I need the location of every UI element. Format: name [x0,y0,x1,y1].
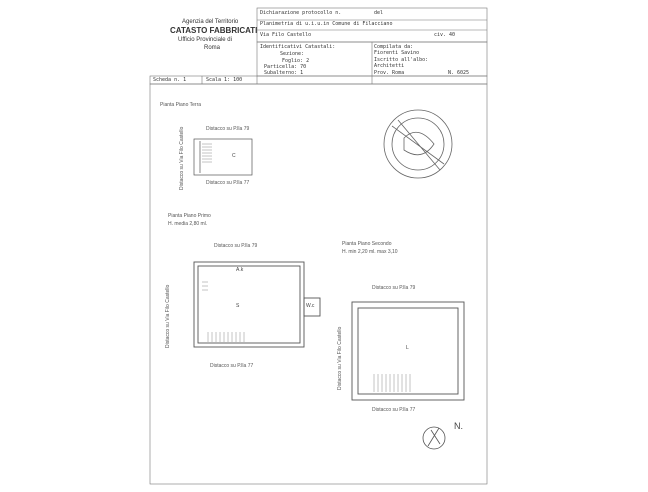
subalterno: Subalterno: 1 [264,70,304,76]
sezione: Sezione: [280,51,305,57]
north-arrow-icon [423,427,445,449]
north-label: N. [454,421,463,431]
civic-number: civ. 40 [434,32,456,38]
first-floor-title: Pianta Piano Primo [168,213,211,219]
address-line: Via Filo Castello [260,32,312,38]
architects-stamp [384,110,452,178]
compiled-title: Compilata da: [374,44,414,50]
province: Prov. Roma [374,70,405,76]
second-floor-height: H. min 2,20 ml. max 3,10 [342,249,398,255]
register-number: N. 6025 [448,70,470,76]
ident-title: Identificativi Catastali: [260,44,336,50]
planimetry-line: Planimetria di u.i.u.in Comune di Filacciano [260,21,393,27]
profession: Architetti [374,63,405,69]
ground-floor-bottom-distance: Distacco su P.lla 77 [206,180,250,186]
first-floor-side-distance: Distacco su Via Filo Castello [165,284,171,348]
office-line: Ufficio Provinciale di [178,37,232,43]
ground-floor-side-distance: Distacco su Via Filo Castello [179,126,185,190]
second-floor-bottom-distance: Distacco su P.lla 77 [372,407,416,413]
second-floor-top-distance: Distacco su P.lla 79 [372,285,416,291]
first-floor-bottom-distance: Distacco su P.lla 77 [210,363,254,369]
first-floor-height: H. media 2,80 ml. [168,221,208,227]
cadastral-sheet [142,6,504,488]
second-floor-plan [352,302,464,400]
sheet-drawing [142,6,504,488]
first-floor-room-wc: W.c [306,303,315,309]
registered-label: Iscritto all'albo: [374,57,429,63]
scale: Scala 1: 100 [206,77,243,83]
first-floor-plan [194,262,304,347]
second-floor-side-distance: Distacco su Via Filo Castello [337,326,343,390]
first-floor-top-distance: Distacco su P.lla 79 [214,243,258,249]
ground-floor-room [194,139,252,175]
office-city: Roma [204,45,221,51]
declaration-label: Dichiarazione protocollo n. [260,10,342,16]
first-floor-room-main: S [236,303,240,309]
declaration-del: del [374,10,384,16]
ground-floor-title: Pianta Piano Terra [160,102,202,108]
agency-name: Agenzia del Territorio [182,19,239,25]
ground-floor-top-distance: Distacco su P.lla 79 [206,126,250,132]
second-floor-title: Pianta Piano Secondo [342,241,392,247]
cadastre-title: CATASTO FABBRICATI [170,26,258,35]
first-floor-room-top: A.k [236,267,244,273]
ground-floor-room-label: C [232,153,236,159]
particella: Particella: 70 [264,64,307,70]
foglio: Foglio: 2 [282,58,310,64]
scheda: Scheda n. 1 [153,77,187,83]
compiler-name: Fiorenti Savino [374,50,420,56]
second-floor-room: L [406,345,409,351]
